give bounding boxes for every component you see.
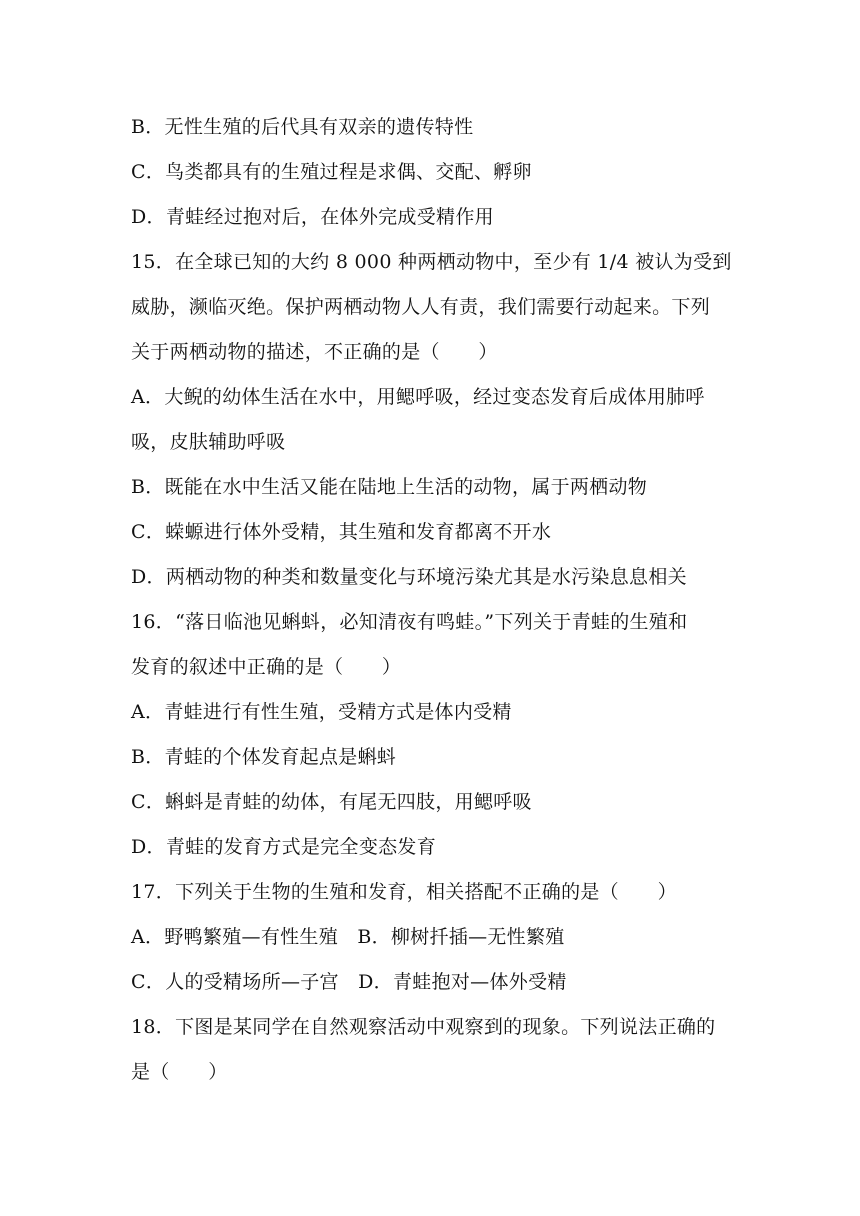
option-b: B．既能在水中生活又能在陆地上生活的动物，属于两栖动物: [131, 476, 648, 498]
text-line: B．无性生殖的后代具有双亲的遗传特性: [131, 116, 474, 138]
question-15-line-1: 15．在全球已知的大约 8 000 种两栖动物中，至少有 1/4 被认为受到: [131, 251, 732, 273]
question-16-line-1: 16．“落日临池见蝌蚪，必知清夜有鸣蛙。”下列关于青蛙的生殖和: [131, 611, 688, 633]
option-d: D．两栖动物的种类和数量变化与环境污染尤其是水污染息息相关: [131, 566, 687, 588]
question-15-line-3: 关于两栖动物的描述，不正确的是（ ）: [131, 341, 498, 363]
options-a-b: A．野鸭繁殖—有性生殖 B．柳树扦插—无性繁殖: [131, 926, 565, 948]
option-a-line-1: A．大鲵的幼体生活在水中，用鳃呼吸，经过变态发育后成体用肺呼: [131, 386, 705, 408]
question-16-line-2: 发育的叙述中正确的是（ ）: [131, 656, 402, 678]
text-line: C．鸟类都具有的生殖过程是求偶、交配、孵卵: [131, 161, 532, 183]
text-line: D．青蛙经过抱对后，在体外完成受精作用: [131, 206, 494, 228]
question-17: 17．下列关于生物的生殖和发育，相关搭配不正确的是（ ）: [131, 881, 677, 903]
question-15-line-2: 威胁，濒临灭绝。保护两栖动物人人有责，我们需要行动起来。下列: [131, 296, 711, 318]
option-a: A．青蛙进行有性生殖，受精方式是体内受精: [131, 701, 512, 723]
question-18-line-1: 18．下图是某同学在自然观察活动中观察到的现象。下列说法正确的: [131, 1016, 716, 1038]
option-d: D．青蛙的发育方式是完全变态发育: [131, 836, 437, 858]
option-c: C．蝾螈进行体外受精，其生殖和发育都离不开水: [131, 521, 552, 543]
question-18-line-2: 是（ ）: [131, 1061, 228, 1083]
option-c: C．蝌蚪是青蛙的幼体，有尾无四肢，用鳃呼吸: [131, 791, 532, 813]
option-b: B．青蛙的个体发育起点是蝌蚪: [131, 746, 397, 768]
options-c-d: C．人的受精场所—子宫 D．青蛙抱对—体外受精: [131, 971, 567, 993]
option-a-line-2: 吸，皮肤辅助呼吸: [131, 431, 286, 453]
